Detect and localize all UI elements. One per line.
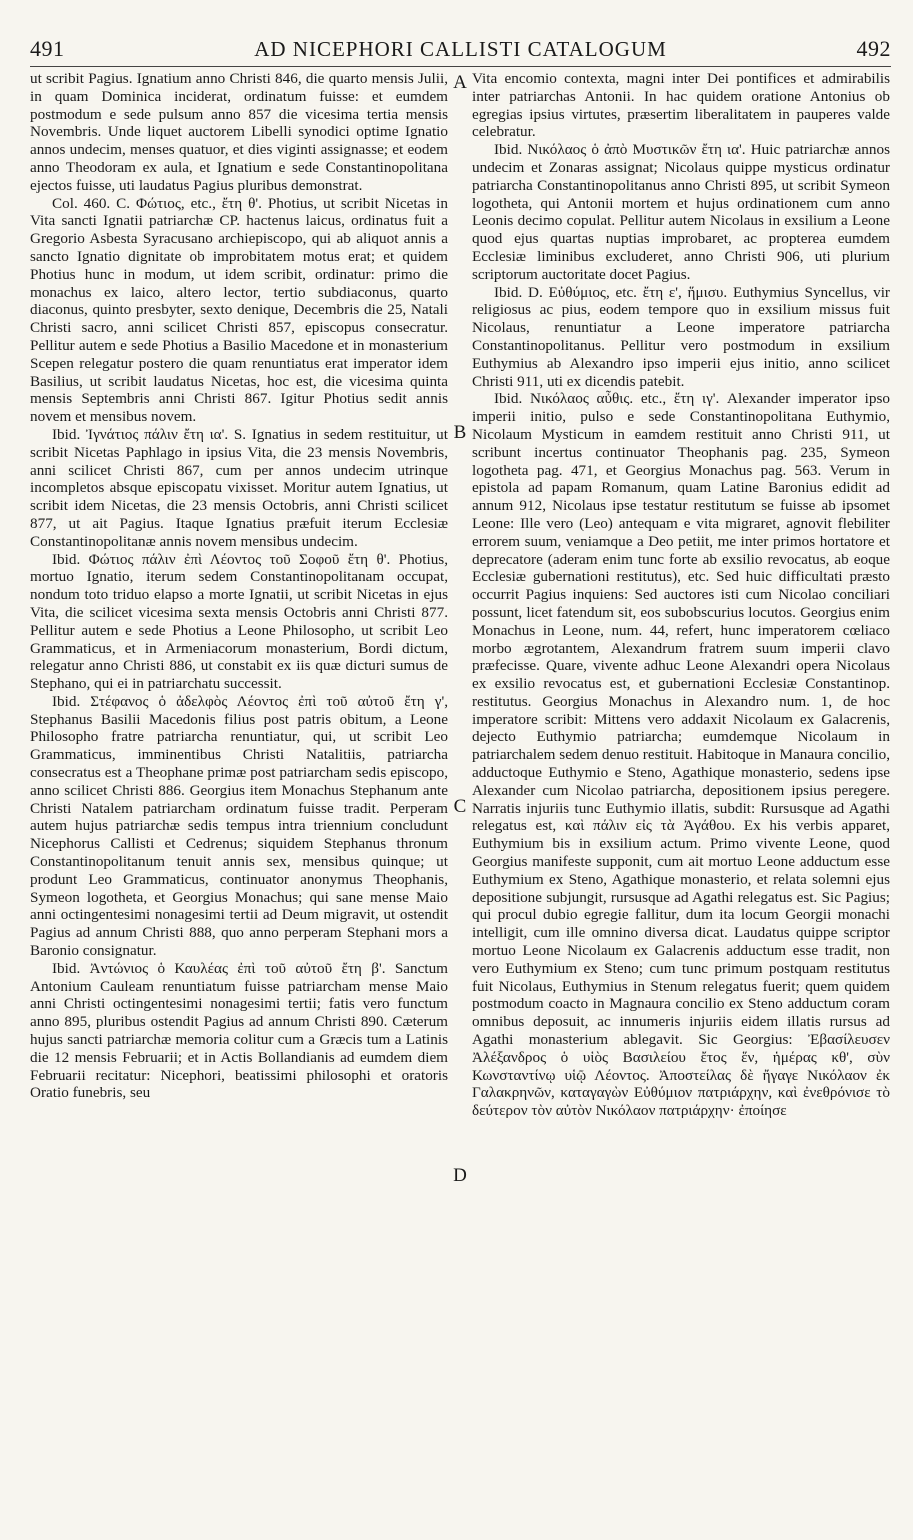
header-rule [30, 66, 891, 67]
running-head [30, 36, 891, 64]
paragraph: ut scribit Pagius. Ignatium anno Christi 846, die quarto mensis Julii, in quam Dominica inciderat, ordinatum fuisse: et eumdem postmodum e sede pulsum anno 857 die vicesima tertia mensis Novembris. Unde liquet auctorem Libelli synodici optime Ignatio annos undecim, menses quatuor, et dies viginti assignasse; et eodem anno Theodoram ex aula, et Ignatium e sede Constantinopolitana ejectos fuisse, uti laudatus Pagius pluribus demonstrat. [30, 70, 448, 194]
right-column [472, 70, 890, 1518]
page-title: AD NICEPHORI CALLISTI CATALOGUM [254, 37, 667, 61]
paragraph: Ibid. D. Εὐθύμιος, etc. ἔτη ε', ἥμισυ. Euthymius Syncellus, vir religiosus ac pius, eodem tempore quo in exsilium missus fuit Nicolaus, renuntiatur a Leone imperatore patriarcha Constantinopolitanus. Pellitur vero postmodum in exsilium Euthymius ab Alexandro ipso imperii ejus initio, anno scilicet Christi 911, uti ex dicendis patebit. [472, 283, 890, 390]
left-column [30, 70, 448, 1518]
paragraph: Vita encomio contexta, magni inter Dei pontifices et admirabilis inter patriarchas Antonii. In hac quidem oratione Antonius ob egregias ipsius virtutes, præsertim liberalitatem in pauperes valde celebratur. [472, 70, 890, 141]
section-marker-c: C [453, 796, 467, 817]
paragraph: Ibid. Ἰγνάτιος πάλιν ἔτη ια'. S. Ignatius in sedem restituitur, ut scribit Nicetas Paphlago in ipsius Vita, die 23 mensis Novembris, anni scilicet Christi 867, cum per annos undecim utrinque incompletos absque episcopatu vixisset. Moritur autem Ignatius, ut scribit idem Nicetas, die 23 mensis Octobris, anni Christi scilicet 877, ut ait Pagius. Itaque Ignatius præfuit iterum Ecclesiæ Constantinopolitanæ annis novem mensibus undecim. [30, 425, 448, 550]
section-marker-b: B [453, 422, 467, 443]
section-marker-a: A [453, 72, 467, 93]
page-number-left: 491 [30, 36, 65, 61]
paragraph: Ibid. Νικόλαος ὁ ἀπὸ Μυστικῶν ἔτη ια'. Huic patriarchæ annos undecim et Zonaras assignat; Nicolaus quippe mysticus ordinatur patriarcha Constantinopolitanus anno Christi 895, ut scribit Symeon logotheta, qui Antonii mortem et hujus ordinationem cum anno Leonis decimo copulat. Pellitur autem Nicolaus in exsilium a Leone quod ejus quartas nuptias improbaret, ac propterea eumdem Ecclesiæ liminibus excluderet, anno Christi 906, uti plurium scriptorum auctoritate docet Pagius. [472, 141, 890, 283]
paragraph: Ibid. Ἀντώνιος ὁ Καυλέας ἐπὶ τοῦ αὐτοῦ ἔτη β'. Sanctum Antonium Cauleam renuntiatum fuisse patriarcham mense Maio anni Christi octingentesimi nonagesimi tertii; fatis vero functum anno 895, pluribus ostendit Pagius ad annum Christi 890. Cæterum hujus sancti patriarchæ memoria colitur cum a Græcis tum a Latinis die 12 mensis Februarii; et in Actis Bollandianis ad eumdem diem Februarii recitatur: Nicephori, beatissimi philosophi et oratoris Oratio funebris, seu [30, 959, 448, 1102]
paragraph: Ibid. Στέφανος ὁ ἀδελφὸς Λέοντος ἐπὶ τοῦ αὐτοῦ ἔτη γ', Stephanus Basilii Macedonis filius post patris obitum, a Leone Philosopho fratre patriarcha renuntiatur, qui, ut scribit Leo Grammaticus, imminentibus Christi Natalitiis, patriarcha consecratus est a Theophane primæ post patriarcham sedis episcopo, anno scilicet Christi 886. Georgius item Monachus Stephanum ante Christi Natalem patriarcham ordinatum fuisse tradit. Perperam autem hujus patriarchæ sedis tempus intra triennium concludunt Nicephorus Callisti et Cedrenus; siquidem Stephanus thronum Constantinopolitanum tenuit annis sex, mensibus quinque; ut produnt Leo Grammaticus, continuator anonymus Theophanis, Symeon logotheta, et Georgius Monachus; qui sane mense Maio anni octingentesimi nonagesimi tertii ad Deum migravit, ut ostendit Pagius ad annum Christi 888, quo anno perperam Stephani mors a Baronio consignatur. [30, 692, 448, 960]
section-marker-d: D [453, 1165, 467, 1186]
paragraph: Col. 460. C. Φώτιος, etc., ἔτη θ'. Photius, ut scribit Nicetas in Vita sancti Ignatii patriarchæ CP. hactenus laicus, ordinatus fuit a Gregorio Asbesta Syracusano archiepiscopo, qui ab aliquot annis a sancto Ignatio dignitate ob improbitatem motus erat; et quidem Photius hunc in modum, ut idem scribit, ordinatur: primo die monachus ex laico, altero lector, tertio subdiaconus, quarto diaconus, quinto presbyter, sexto denique, Decembris die 25, Natali Christi sacro, anni scilicet Christi 857, episcopus consecratur. Pellitur autem e sede Photius a Basilio Macedone et in monasterium Scepen relegatur postero die quam renuntiatus erat imperator idem Basilius, ut scribit laudatus Nicetas, hoc est, die vicesima quinta mensis Septembris anni Christi 867. Igitur Photius sedit annis novem et mensibus novem. [30, 194, 448, 426]
page-number-right: 492 [856, 36, 891, 61]
paragraph: Ibid. Φώτιος πάλιν ἐπὶ Λέοντος τοῦ Σοφοῦ ἔτη θ'. Photius, mortuo Ignatio, iterum sedem Constantinopolitanam occupat, nondum toto triduo elapso a morte Ignatii, ut scribit Nicetas in ejus Vita, die scilicet vicesima sexta mensis Octobris anni Christi 877. Pellitur autem e sede Photius a Leone Philosopho, ut scribit Leo Grammaticus, et in Armeniacorum monasterium, Bordi dictum, relegatur anno Christi 886, ut constabit ex iis quæ dicturi sumus de Stephano, qui ei in patriarchatu successit. [30, 550, 448, 693]
paragraph: Ibid. Νικόλαος αὖθις. etc., ἔτη ιγ'. Alexander imperator ipso imperii initio, pulso e sede Constantinopolitana Euthymio, Nicolaum Mysticum in eamdem restituit anno Christi 911, ut scribunt incertus continuator Theophanis pag. 235, Symeon logotheta pag. 471, et Georgius Monachus pag. 563. Verum in epistola ad papam Romanum, quam Latine Baronius edidit ad annum 912, Nicolaus ipse testatur restitutum se fuisse ab ipsomet Leone: Ille vero (Leo) antequam e vita migraret, agnovit flebiliter errorem suum, veniamque a Deo petiit, me inter primos hortatore et deprecatore (aderam enim tunc forte ab exsilio revocatus, ab eoque Ecclesiæ gubernationi restitutus), etc. Sed huic difficultati præsto occurrit Pagius inquiens: Sed auctores isti cum Nicolao conciliari possunt, licet fatendum sit, eos subobscurius locutos. Georgius enim Monachus in Leone, num. 44, refert, hunc imperatorem cœliaco morbo ægrotantem, Alexandrum fratrem suum imperii clavo præfecisse. Quare, vivente adhuc Leone Alexandri opera Nicolaus ex exsilio revocatus est, et gubernationi Ecclesiæ Constantinop. restitutus. Georgius Monachus in Alexandro num. 1, de hoc imperatore scribit: Mittens vero addaxit Nicolaum ex Galacrenis, dejecto Euthymio patriarcha; eumdemque Nicolaum in patriarchalem sedem denuo restituit. Habitoque in Manaura concilio, adductoque Euthymio e Steno, Agathique monasterio, sedens ipse Alexander cum Nicolao patriarcha, depositionem ipsius peregere. Narratis injuriis tunc Euthymio illatis, subdit: Rursusque ad Agathi relegatus est, καὶ πάλιν εἰς τὰ Ἀγάθου. Ex his verbis apparet, Euthymium bis in exsilium actum. Primo vivente Leone, quod Georgius manifeste supponit, cum ait mortuo Leone adductum esse Euthymium ex Steno, Agathique monasterio, et relata solemni ejus depositione subjungit, rursusque ad Agathi relegatus est. Sic Pagius; qui procul dubio egregie fallitur, dum ita locum Georgii monachi intelligit, cum ille omnino diversa dicat. Laudatus quippe scriptor mortuo Leone Nicolaum ex Galacrenis adductum esse tradit, non vero Euthymium ex Steno; cum tunc primum postquam restitutus fuit Nicolaus, Euthymius in Stenum relegatus fuerit; quem quidem postmodum coactо in Magnaura concilio ex Steno adductum coram omnibus deposuit, ac innumeris injuriis eidem illatis rursus ad Agathi monasterium ablegavit. Sic Georgius: Ἐβασίλευσεν Ἀλέξανδρος ὁ υἱὸς Βασιλείου ἔτος ἕν, ἡμέρας κθ', σὺν Κωνσταντίνῳ υἱῷ Λέοντος. Ἀποστείλας δὲ ἤγαγε Νικόλαον ἐκ Γαλακρηνῶν, καταγαγὼν Εὐθύμιον πατριάρχην, καὶ ἐνεθρόνισε τὸ δεύτερον τὸν αὐτὸν Νικόλαον πατριάρχην· ἐποίησε [472, 390, 890, 1120]
